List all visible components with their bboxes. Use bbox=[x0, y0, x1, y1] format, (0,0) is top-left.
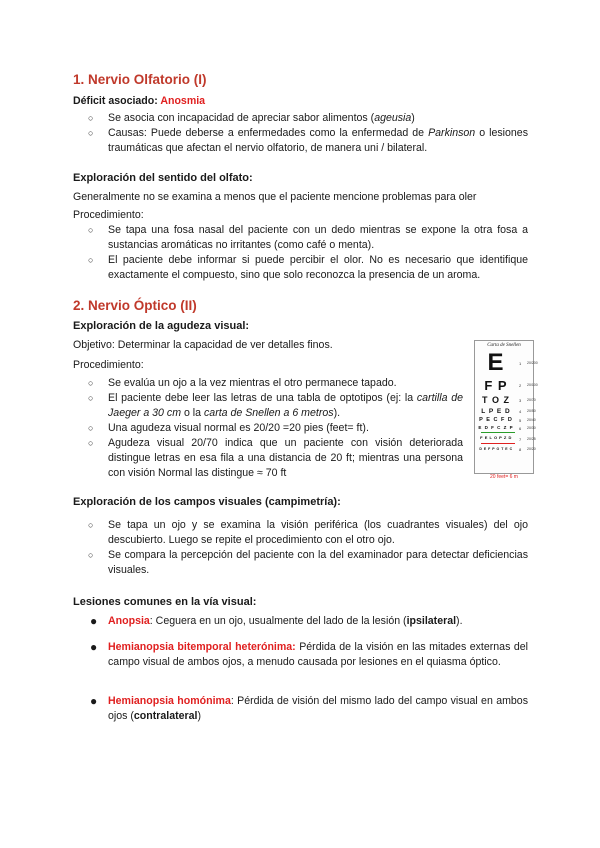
lesion-term: Anopsia bbox=[108, 615, 150, 627]
snellen-row-number: 7 bbox=[519, 437, 522, 442]
hollow-bullet-icon: ○ bbox=[88, 113, 94, 123]
deficit-value: Anosmia bbox=[160, 95, 206, 107]
lesions-bullets bbox=[88, 614, 528, 629]
snellen-title: Carta de Snellen bbox=[487, 343, 521, 348]
snellen-row: F E L O P Z D bbox=[480, 435, 512, 440]
list-item: ○ Se evalúa un ojo a la vez mientras el otro permanece tapado. bbox=[88, 377, 397, 389]
olfato-exploration-title: Exploración del sentido del olfato: bbox=[73, 172, 253, 184]
snellen-ratio: 20/70 bbox=[527, 398, 536, 402]
list-item: ○ El paciente debe leer las letras de una tabla de optotipos (ej: la cartilla de Jaeger a 30 cm o la carta de Snellen a 6 metros). bbox=[88, 392, 463, 419]
list-item: ○ Se compara la percepción del paciente con la del examinador para detectar deficiencias visuales. bbox=[88, 549, 528, 576]
deficit-line bbox=[73, 94, 205, 109]
list-item: ● Anopsia: Ceguera en un ojo, usualmente del lado de la lesión (ipsilateral). bbox=[90, 614, 463, 628]
snellen-row: F P bbox=[484, 378, 508, 393]
snellen-row: E bbox=[487, 349, 505, 376]
hollow-bullet-icon: ○ bbox=[88, 550, 94, 560]
hollow-bullet-icon: ○ bbox=[88, 255, 94, 265]
snellen-row-number: 3 bbox=[519, 398, 522, 403]
snellen-caption: 20 feet= 6 m bbox=[490, 474, 518, 480]
hollow-bullet-icon: ○ bbox=[88, 225, 94, 235]
deficit-label: Déficit asociado: bbox=[73, 95, 161, 107]
list-item: ○ Una agudeza visual normal es 20/20 =20 pies (feet= ft). bbox=[88, 422, 369, 434]
hollow-bullet-icon: ○ bbox=[88, 520, 94, 530]
section2-title: 2. Nervio Óptico (II) bbox=[73, 298, 197, 313]
lesions-bullets bbox=[88, 640, 528, 670]
lesion-term: Hemianopsia homónima bbox=[108, 695, 231, 707]
hollow-bullet-icon: ○ bbox=[88, 438, 94, 448]
snellen-ratio: 20/30 bbox=[527, 426, 536, 430]
snellen-row-number: 1 bbox=[519, 361, 522, 366]
snellen-row-number: 8 bbox=[519, 447, 522, 452]
snellen-row-number: 5 bbox=[519, 418, 522, 423]
lesions-bullets bbox=[88, 694, 528, 724]
snellen-row: L P E D bbox=[481, 408, 511, 415]
list-item: ○ Agudeza visual 20/70 indica que un paciente con visión deteriorada distingue letras en esa fila a una distancia de 20 ft; mientras una persona con visión Normal las distingue ≈ 70 ft bbox=[88, 437, 463, 479]
lesions-title: Lesiones comunes en la vía visual: bbox=[73, 596, 257, 608]
snellen-green-line bbox=[481, 432, 515, 433]
snellen-ratio: 20/50 bbox=[527, 409, 536, 413]
list-item: ○ Se asocia con incapacidad de apreciar sabor alimentos (ageusia) bbox=[88, 112, 415, 124]
hollow-bullet-icon: ○ bbox=[88, 378, 94, 388]
list-item: ○ El paciente debe informar si puede percibir el olor. No es necesario que identifique exactamente el compuesto, sino que solo reconozca la presencia de un aroma. bbox=[88, 254, 528, 281]
acuity-bullets bbox=[88, 376, 463, 481]
snellen-ratio: 20/25 bbox=[527, 437, 536, 441]
snellen-ratio: 20/100 bbox=[527, 383, 538, 387]
acuity-procedure-label: Procedimiento: bbox=[73, 359, 144, 371]
acuity-title: Exploración de la agudeza visual: bbox=[73, 320, 250, 332]
list-item: ○ Se tapa un ojo y se examina la visión periférica (los cuadrantes visuales) del ojo descubierto. Luego se repite el procedimiento con el otro ojo. bbox=[88, 519, 528, 546]
snellen-row-number: 4 bbox=[519, 409, 522, 414]
filled-bullet-icon: ● bbox=[90, 614, 98, 628]
olfato-procedure-bullets bbox=[88, 223, 528, 283]
hollow-bullet-icon: ○ bbox=[88, 128, 94, 138]
list-item: ○ Causas: Puede deberse a enfermedades como la enfermedad de Parkinson o lesiones traumáticas que afectan el nervio olfatorio, de manera uni / bilateral. bbox=[88, 127, 528, 154]
snellen-row: E D F C Z P bbox=[478, 425, 514, 430]
list-item: ● Hemianopsia bitemporal heterónima: Pérdida de la visión en las mitades externas del campo visual de ambos ojos, a menudo causada por lesiones en el quiasma óptico. bbox=[90, 640, 528, 668]
snellen-ratio: 20/20 bbox=[527, 447, 536, 451]
olfato-procedure-label: Procedimiento: bbox=[73, 209, 144, 221]
fields-title: Exploración de los campos visuales (campimetría): bbox=[73, 496, 341, 508]
snellen-row: T O Z bbox=[482, 395, 510, 405]
snellen-red-line bbox=[481, 443, 515, 444]
snellen-row-number: 6 bbox=[519, 426, 522, 431]
list-item: ○ Se tapa una fosa nasal del paciente con un dedo mientras se expone la otra fosa a sustancias aromáticas no irritantes (como café o menta). bbox=[88, 224, 528, 251]
snellen-chart-image bbox=[474, 340, 538, 474]
hollow-bullet-icon: ○ bbox=[88, 393, 94, 403]
snellen-row: D E F P O T E C bbox=[479, 447, 513, 451]
fields-bullets bbox=[88, 518, 528, 578]
filled-bullet-icon: ● bbox=[90, 640, 98, 654]
hollow-bullet-icon: ○ bbox=[88, 423, 94, 433]
snellen-row: P E C F D bbox=[479, 417, 513, 423]
filled-bullet-icon: ● bbox=[90, 694, 98, 708]
lesion-term: Hemianopsia bitemporal heterónima: bbox=[108, 641, 296, 653]
snellen-ratio: 20/40 bbox=[527, 418, 536, 422]
olfato-exploration-text: Generalmente no se examina a menos que el paciente mencione problemas para oler bbox=[73, 191, 477, 203]
snellen-ratio: 20/200 bbox=[527, 361, 538, 365]
snellen-row-number: 2 bbox=[519, 383, 522, 388]
acuity-objective: Objetivo: Determinar la capacidad de ver detalles finos. bbox=[73, 339, 333, 351]
section1-bullets bbox=[88, 111, 528, 156]
section1-title: 1. Nervio Olfatorio (I) bbox=[73, 72, 207, 87]
list-item: ● Hemianopsia homónima: Pérdida de visión del mismo lado del campo visual en ambos ojos (contralateral) bbox=[90, 694, 528, 722]
